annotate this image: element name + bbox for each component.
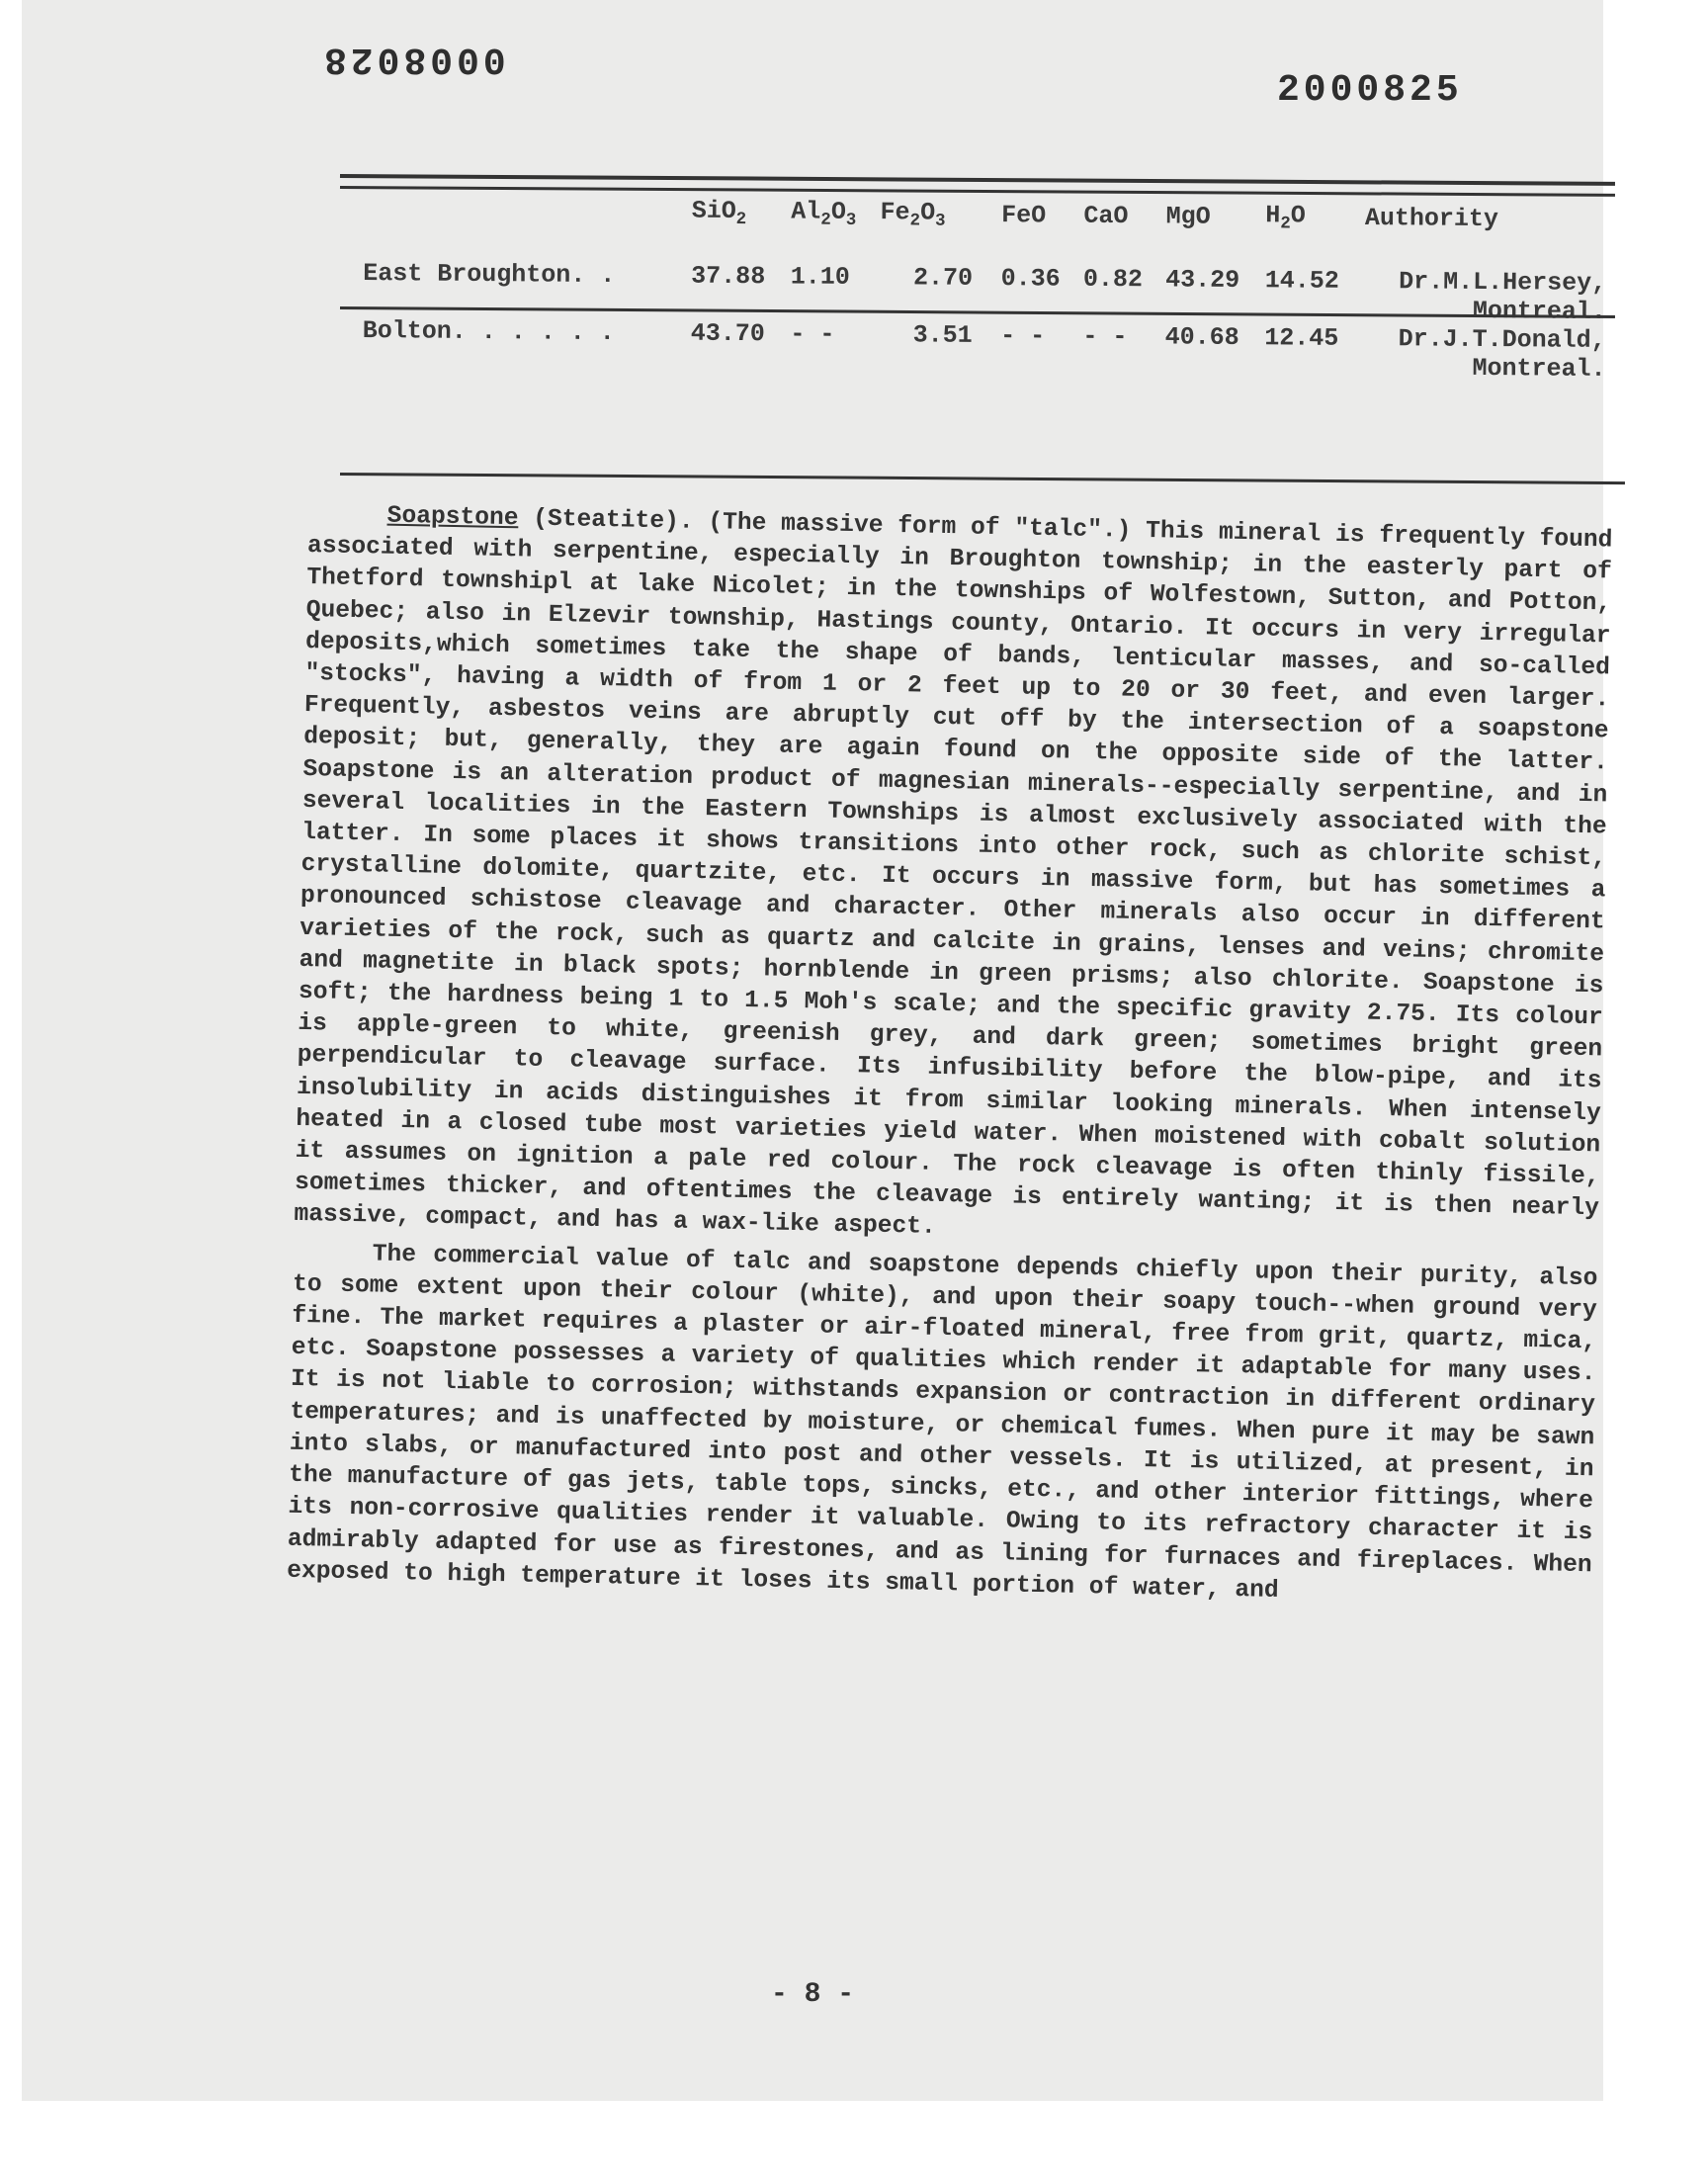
paragraph-soapstone [294,499,1613,1258]
cell-mgo: 40.68 [1164,322,1239,353]
table-header-row [357,178,1612,251]
authority-name: Dr.J.T.Donald, [1398,324,1606,355]
row-location: East Broughton. . [363,259,616,291]
document-page [22,0,1613,2101]
cell-cao: 0.82 [1082,264,1144,295]
table-bottom-rule [340,473,1625,484]
authority-city: Montreal. [1472,296,1607,326]
header-cao: CaO [1083,201,1129,230]
cell-sio2: 37.88 [691,261,766,292]
cell-feo: 0.36 [1000,264,1061,294]
table-row [356,316,1611,384]
row-location: Bolton. . . . . . [362,316,615,348]
stamp-number-left: 0008028 [320,38,506,80]
header-sio2: SiO$_2$ [691,196,747,229]
cell-cao: - - [1082,321,1128,352]
cell-fe2o3: 3.51 [912,320,973,350]
cell-al2o3: - - [790,319,835,349]
header-mgo: MgO [1165,201,1211,231]
cell-fe2o3: 2.70 [912,263,974,293]
cell-feo: - - [1000,321,1046,351]
paragraph-1-text: (Steatite). (The massive form of "talc".) This mineral is frequently found associated with serpentine, especially in Broughton township; in the easterly part of Thetford townshipl at lake Nicolet; in the townships of Wolfestown, Sutton, and Potton, Quebec; also in Elzevir township, Hastings county, Ontario. It occurs in very irregular deposits,which sometimes take the shape of bands, lenticular masses, and so-called "stocks", having a width of from 1 or 2 feet up to 20 or 30 feet, and even larger. Frequently, asbestos veins are abruptly cut off by the intersection of a soapstone deposit; but, generally, they are again found on the opposite side of the latter. Soapstone is an alteration product of magnesian minerals--especially serpentine, and in several localities in the Eastern Townships is almost exclusively associated with the latter. In some places it shows transitions into other rock, such as chlorite schist, crystalline dolomite, quartzite, etc. It occurs in massive form, but has sometimes a pronounced schistose cleavage and character. Other minerals also occur in different varieties of the rock, such as quartz and calcite in grains, lenses and veins; chromite and magnetite in black spots; hornblende in green prisms; also chlorite. Soapstone is soft; the hardness being 1 to 1.5 Moh's scale; and the specific gravity 2.75. Its colour is apple-green to white, greenish grey, and dark green; sometimes bright green perpendicular to cleavage surface. Its infusibility before the blow-pipe, and its insolubility in acids distinguishes it from similar looking minerals. When intensely heated in a closed tube most varieties yield water. When moistened with cobalt solution it assumes on ignition a pale red colour. The rock cleavage is often thinly fissile, sometimes thicker, and oftentimes the cleavage is entirely wanting; it is then nearly massive, compact, and has a wax-like aspect. [294,505,1613,1242]
header-h2o: $H_2O$ [1265,200,1306,233]
authority-city: Montreal. [1472,353,1606,384]
header-fe2o3: $Fe_2O_3$ [880,197,946,231]
header-authority: Authority [1364,203,1499,233]
header-al2o3: $Al_2O_3$ [791,196,857,230]
page-number: - 8 - [770,1979,854,2010]
header-feo: FeO [1001,200,1047,229]
cell-sio2: 43.70 [690,318,765,349]
cell-h2o: 12.45 [1264,323,1339,353]
cell-authority [1358,324,1612,384]
authority-name: Dr.M.L.Hersey, [1399,267,1607,298]
section-heading: Soapstone [386,502,519,533]
cell-mgo: 43.29 [1165,265,1240,296]
header-location [357,178,685,244]
paragraph-commercial-value: The commercial value of talc and soapstone depends chiefly upon their purity, also to some extent upon their colour (white), and upon their soapy touch--when ground very fine. The market requires a plaster or air-floated mineral, free from grit, quartz, mica, etc. Soapstone possesses a variety of qualities which render it adaptable for many uses. It is not liable to corrosion; withstands expansion or contraction in different ordinary temperatures; and is unaffected by moisture, or chemical fumes. When pure it may be sawn into slabs, or manufactured into post and other vessels. It is utilized, at present, in the manufacture of gas jets, table tops, sincks, etc., and other interior fittings, where its non-corrosive qualities render it valuable. Owing to its refractory character it is admirably adapted for use as firestones, and as lining for furnaces and fireplaces. When exposed to high temperature it loses its small portion of water, and [286,1241,1598,1605]
body-text [287,499,1613,1613]
cell-al2o3: 1.10 [790,262,850,292]
cell-h2o: 14.52 [1264,266,1339,296]
stamp-number-right: 2000825 [1277,69,1463,112]
analysis-table [356,178,1613,384]
